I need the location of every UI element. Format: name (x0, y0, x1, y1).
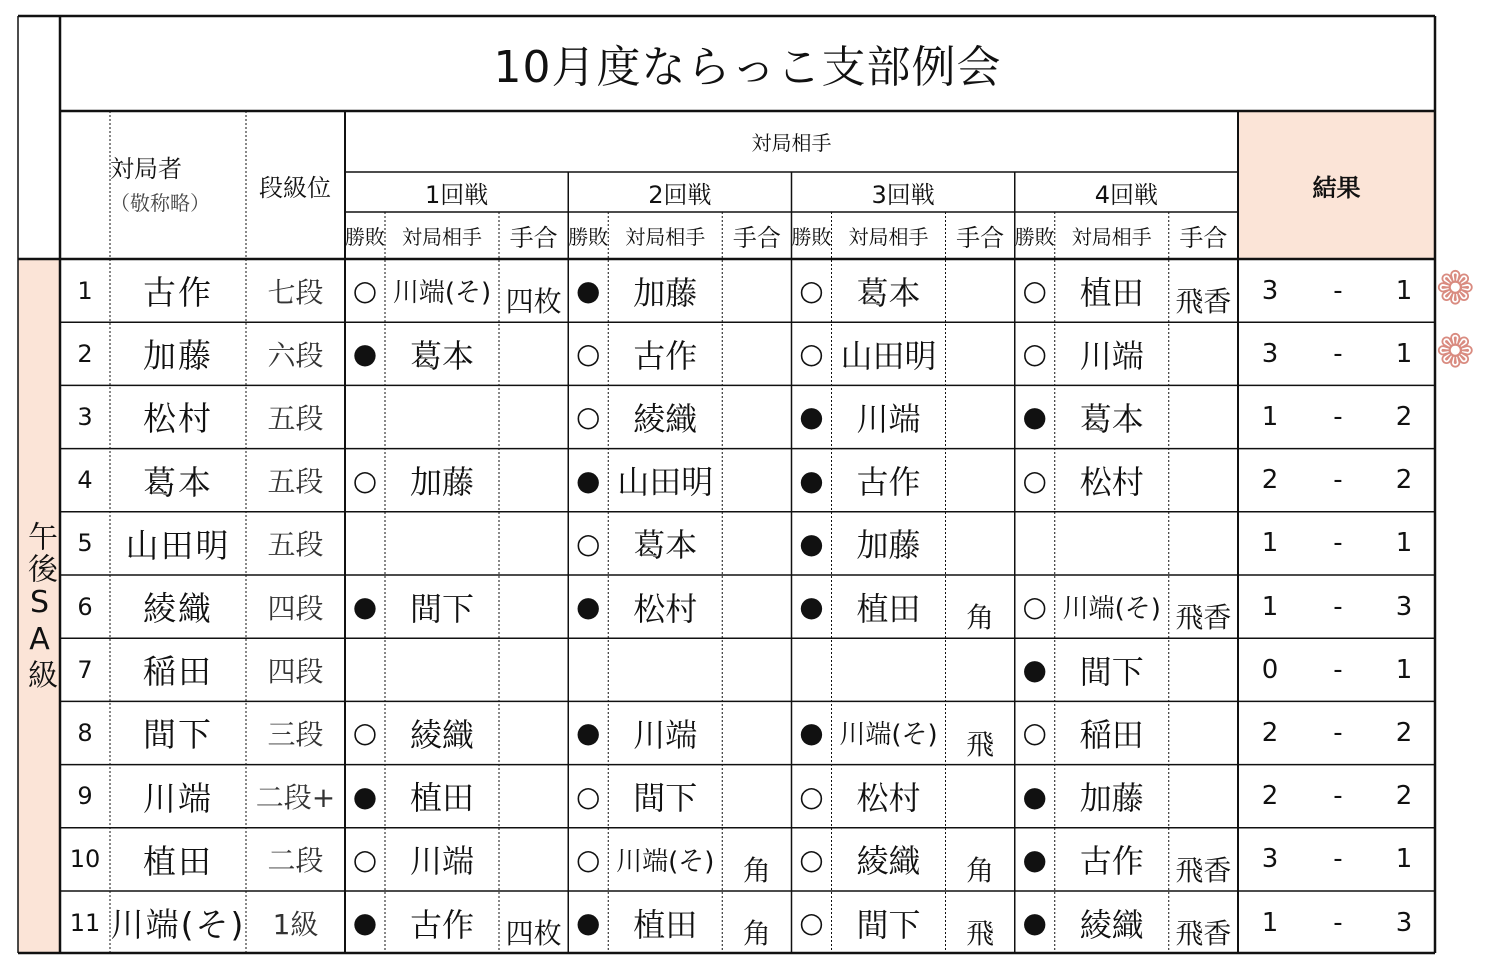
handicap (1169, 765, 1238, 828)
opponent-name (381, 512, 503, 575)
handicap: 飛香 (1175, 917, 1232, 951)
win-loss-mark: ○ (799, 842, 824, 876)
wins: 2 (1261, 717, 1279, 748)
player-note: （敬称略） (110, 190, 210, 215)
opponent-name: 川端 (856, 399, 921, 438)
win-loss-mark: ○ (576, 842, 601, 876)
wins: 1 (1261, 528, 1279, 559)
result-separator: - (1333, 907, 1343, 938)
losses: 2 (1395, 781, 1413, 812)
wins: 1 (1261, 401, 1279, 432)
handicap (1169, 701, 1238, 764)
opponent-name: 稲田 (1079, 715, 1144, 754)
opponent-name (1051, 512, 1173, 575)
handicap (499, 322, 568, 385)
losses: 1 (1395, 844, 1413, 875)
opponent-name (828, 638, 950, 701)
rose-icon: ❁ (1436, 261, 1475, 315)
win-loss-mark: ● (799, 400, 824, 434)
win-loss-mark (792, 638, 832, 701)
wins: 2 (1261, 465, 1279, 496)
opponent-name: 加藤 (633, 273, 698, 312)
row-number: 8 (77, 718, 93, 747)
handicap (499, 385, 568, 448)
result-separator: - (1333, 781, 1343, 812)
opponent-name: 川端 (1079, 336, 1144, 375)
opponent-name: 古作 (409, 905, 474, 944)
win-loss-mark: ○ (799, 274, 824, 308)
win-loss-mark: ○ (352, 716, 378, 750)
handicap (499, 449, 568, 512)
handicap (1169, 385, 1238, 448)
handicap: 飛 (966, 917, 995, 951)
win-loss-mark: ● (352, 779, 378, 813)
handicap-header: 手合 (1179, 224, 1228, 252)
handicap (946, 638, 1015, 701)
win-loss-mark: ● (799, 590, 824, 624)
player-name: 古作 (143, 273, 213, 313)
win-loss-header: 勝敗 (345, 225, 385, 249)
opponent-name: 加藤 (856, 526, 921, 565)
result-separator: - (1333, 591, 1343, 622)
handicap (946, 449, 1015, 512)
win-loss-mark (345, 512, 385, 575)
win-loss-mark: ○ (576, 400, 601, 434)
opponent-name: 古作 (633, 336, 698, 375)
wins: 3 (1261, 275, 1279, 306)
wins: 1 (1261, 907, 1279, 938)
player-name: 山田明 (125, 525, 231, 565)
player-rank: 四段 (267, 654, 324, 688)
player-rank: 四段 (267, 591, 324, 625)
round-header: 2回戦 (648, 180, 712, 209)
handicap (946, 765, 1015, 828)
player-name: 綾織 (143, 589, 213, 629)
player-rank: 三段 (267, 717, 324, 751)
handicap: 角 (966, 601, 995, 635)
opponent-name: 植田 (1079, 273, 1144, 312)
opponent-name: 綾織 (1079, 905, 1144, 944)
handicap (722, 259, 791, 322)
handicap-header: 手合 (732, 224, 781, 252)
handicap: 飛香 (1175, 853, 1232, 887)
win-loss-mark: ○ (1022, 590, 1047, 624)
handicap (946, 322, 1015, 385)
opponent-name (381, 638, 503, 701)
opponent-name: 間下 (856, 905, 921, 944)
handicap: 飛香 (1175, 285, 1232, 319)
player-rank: 五段 (267, 401, 324, 435)
losses: 2 (1395, 465, 1413, 496)
opponent-name: 綾織 (856, 842, 921, 881)
opponent-name: 川端(そ) (392, 278, 492, 309)
opponent-name: 葛本 (856, 273, 921, 312)
result-separator: - (1333, 275, 1343, 306)
win-loss-mark (1015, 512, 1055, 575)
wins: 2 (1261, 781, 1279, 812)
win-loss-mark: ○ (799, 906, 824, 940)
losses: 2 (1395, 401, 1413, 432)
win-loss-mark: ○ (352, 842, 378, 876)
rank-header: 段級位 (259, 173, 331, 202)
losses: 1 (1395, 528, 1413, 559)
losses: 2 (1395, 717, 1413, 748)
result-separator: - (1333, 528, 1343, 559)
win-loss-header: 勝敗 (568, 225, 609, 249)
win-loss-mark (345, 638, 385, 701)
opponent-name: 川端 (633, 715, 698, 754)
win-loss-mark: ● (576, 906, 601, 940)
handicap (946, 512, 1015, 575)
handicap (1169, 449, 1238, 512)
opponent-name (381, 385, 503, 448)
handicap (722, 449, 791, 512)
player-name: 川端 (143, 778, 213, 818)
result-separator: - (1333, 844, 1343, 875)
row-number: 1 (77, 276, 93, 305)
win-loss-mark: ● (1022, 779, 1047, 813)
win-loss-mark: ○ (1022, 463, 1047, 497)
win-loss-mark: ○ (352, 274, 378, 308)
losses: 1 (1395, 654, 1413, 685)
player-header: 対局者 (110, 154, 182, 183)
handicap (499, 828, 568, 891)
win-loss-mark: ● (576, 716, 601, 750)
opponent-name: 間下 (1079, 652, 1144, 691)
opponent-name: 間下 (633, 779, 698, 818)
handicap (722, 575, 791, 638)
opponent-name: 間下 (409, 589, 474, 628)
row-number: 7 (77, 655, 93, 684)
player-name: 葛本 (143, 462, 213, 502)
opponent-name: 植田 (409, 779, 474, 818)
handicap: 飛 (966, 727, 995, 761)
round-header: 4回戦 (1094, 180, 1159, 209)
row-number: 10 (69, 845, 101, 874)
win-loss-mark: ○ (799, 337, 824, 371)
player-name: 間下 (143, 715, 213, 755)
win-loss-mark: ● (1022, 653, 1047, 687)
losses: 3 (1395, 907, 1413, 938)
result-separator: - (1333, 338, 1343, 369)
wins: 3 (1261, 338, 1279, 369)
player-rank: 七段 (267, 275, 324, 309)
opponent-header: 対局相手 (402, 225, 482, 249)
win-loss-mark: ● (799, 463, 824, 497)
win-loss-mark: ● (799, 526, 824, 560)
win-loss-header: 勝敗 (1014, 225, 1055, 249)
handicap (722, 322, 791, 385)
win-loss-mark: ○ (576, 779, 601, 813)
handicap (722, 765, 791, 828)
win-loss-mark: ○ (1022, 274, 1047, 308)
handicap (1169, 638, 1238, 701)
handicap (499, 575, 568, 638)
wins: 3 (1261, 844, 1279, 875)
win-loss-mark: ○ (352, 463, 378, 497)
win-loss-mark: ○ (576, 526, 601, 560)
win-loss-mark: ● (576, 463, 601, 497)
opponent-name: 松村 (1079, 463, 1144, 502)
opponent-name: 古作 (1079, 842, 1144, 881)
opponent-name: 山田明 (617, 463, 714, 502)
result-separator: - (1333, 401, 1343, 432)
opponent-name: 加藤 (1079, 779, 1144, 818)
wins: 1 (1261, 591, 1279, 622)
handicap: 飛香 (1175, 601, 1232, 635)
result-header: 結果 (1312, 173, 1361, 202)
handicap: 角 (742, 853, 771, 887)
win-loss-mark (345, 385, 385, 448)
player-rank: 1級 (272, 907, 319, 941)
handicap (1169, 322, 1238, 385)
handicap (499, 701, 568, 764)
opponent-name: 川端(そ) (839, 720, 938, 751)
opponent-name (604, 638, 726, 701)
row-number: 9 (77, 782, 93, 811)
player-rank: 二段+ (255, 781, 336, 815)
opponent-header: 対局相手 (848, 225, 929, 249)
handicap (946, 259, 1015, 322)
player-rank: 五段 (267, 528, 324, 562)
win-loss-mark: ● (352, 337, 378, 371)
row-number: 4 (77, 466, 93, 495)
handicap: 角 (742, 917, 771, 951)
opponent-group-header: 対局相手 (751, 130, 832, 155)
opponent-name: 綾織 (633, 399, 698, 438)
win-loss-mark: ● (799, 716, 824, 750)
player-name: 植田 (143, 841, 213, 881)
handicap (499, 638, 568, 701)
win-loss-mark (568, 638, 608, 701)
row-number: 2 (77, 339, 93, 368)
win-loss-mark: ○ (576, 337, 601, 371)
handicap-header: 手合 (956, 224, 1005, 252)
player-name: 稲田 (143, 652, 213, 692)
opponent-name: 川端(そ) (1062, 594, 1161, 625)
player-name: 川端(そ) (110, 905, 246, 945)
losses: 1 (1395, 275, 1413, 306)
opponent-name: 山田明 (840, 336, 937, 375)
opponent-name: 植田 (633, 905, 698, 944)
opponent-name: 川端(そ) (616, 846, 715, 877)
losses: 1 (1395, 338, 1413, 369)
result-separator: - (1333, 465, 1343, 496)
win-loss-header: 勝敗 (791, 225, 832, 249)
win-loss-mark: ● (352, 590, 378, 624)
opponent-header: 対局相手 (1071, 225, 1152, 249)
opponent-name: 加藤 (409, 463, 474, 502)
handicap: 四枚 (505, 917, 562, 951)
win-loss-mark: ● (576, 590, 601, 624)
handicap: 角 (966, 853, 995, 887)
result-separator: - (1333, 717, 1343, 748)
win-loss-mark: ● (1022, 842, 1047, 876)
row-number: 3 (77, 402, 93, 431)
handicap (722, 638, 791, 701)
section-label: 午後SA級 (22, 521, 57, 691)
handicap (499, 512, 568, 575)
result-separator: - (1333, 654, 1343, 685)
player-name: 加藤 (143, 336, 213, 376)
opponent-name: 松村 (856, 779, 921, 818)
opponent-name: 葛本 (409, 336, 474, 375)
opponent-name: 古作 (856, 463, 921, 502)
opponent-name: 川端 (409, 842, 474, 881)
handicap (499, 765, 568, 828)
player-rank: 二段 (267, 844, 324, 878)
row-number: 11 (69, 908, 101, 937)
row-number: 6 (77, 592, 93, 621)
opponent-name: 松村 (633, 589, 698, 628)
player-name: 松村 (143, 399, 213, 439)
player-rank: 六段 (267, 338, 324, 372)
handicap (1169, 512, 1238, 575)
losses: 3 (1395, 591, 1413, 622)
handicap (722, 385, 791, 448)
opponent-name: 葛本 (1079, 399, 1144, 438)
win-loss-mark: ○ (799, 779, 824, 813)
win-loss-mark: ○ (1022, 337, 1047, 371)
rose-icon: ❁ (1436, 324, 1475, 378)
opponent-name: 植田 (856, 589, 921, 628)
win-loss-mark: ● (1022, 906, 1047, 940)
handicap: 四枚 (505, 285, 562, 319)
round-header: 3回戦 (871, 180, 935, 209)
handicap-header: 手合 (509, 224, 558, 252)
wins: 0 (1261, 654, 1279, 685)
opponent-name: 綾織 (409, 715, 474, 754)
win-loss-mark: ● (576, 274, 601, 308)
win-loss-mark: ● (352, 906, 378, 940)
handicap (946, 385, 1015, 448)
row-number: 5 (77, 529, 93, 558)
player-rank: 五段 (267, 465, 324, 499)
opponent-name: 葛本 (633, 526, 698, 565)
handicap (722, 701, 791, 764)
round-header: 1回戦 (424, 180, 489, 209)
win-loss-mark: ● (1022, 400, 1047, 434)
win-loss-mark: ○ (1022, 716, 1047, 750)
opponent-header: 対局相手 (625, 225, 706, 249)
page-title: 10月度ならっこ支部例会 (493, 42, 1002, 93)
handicap (722, 512, 791, 575)
